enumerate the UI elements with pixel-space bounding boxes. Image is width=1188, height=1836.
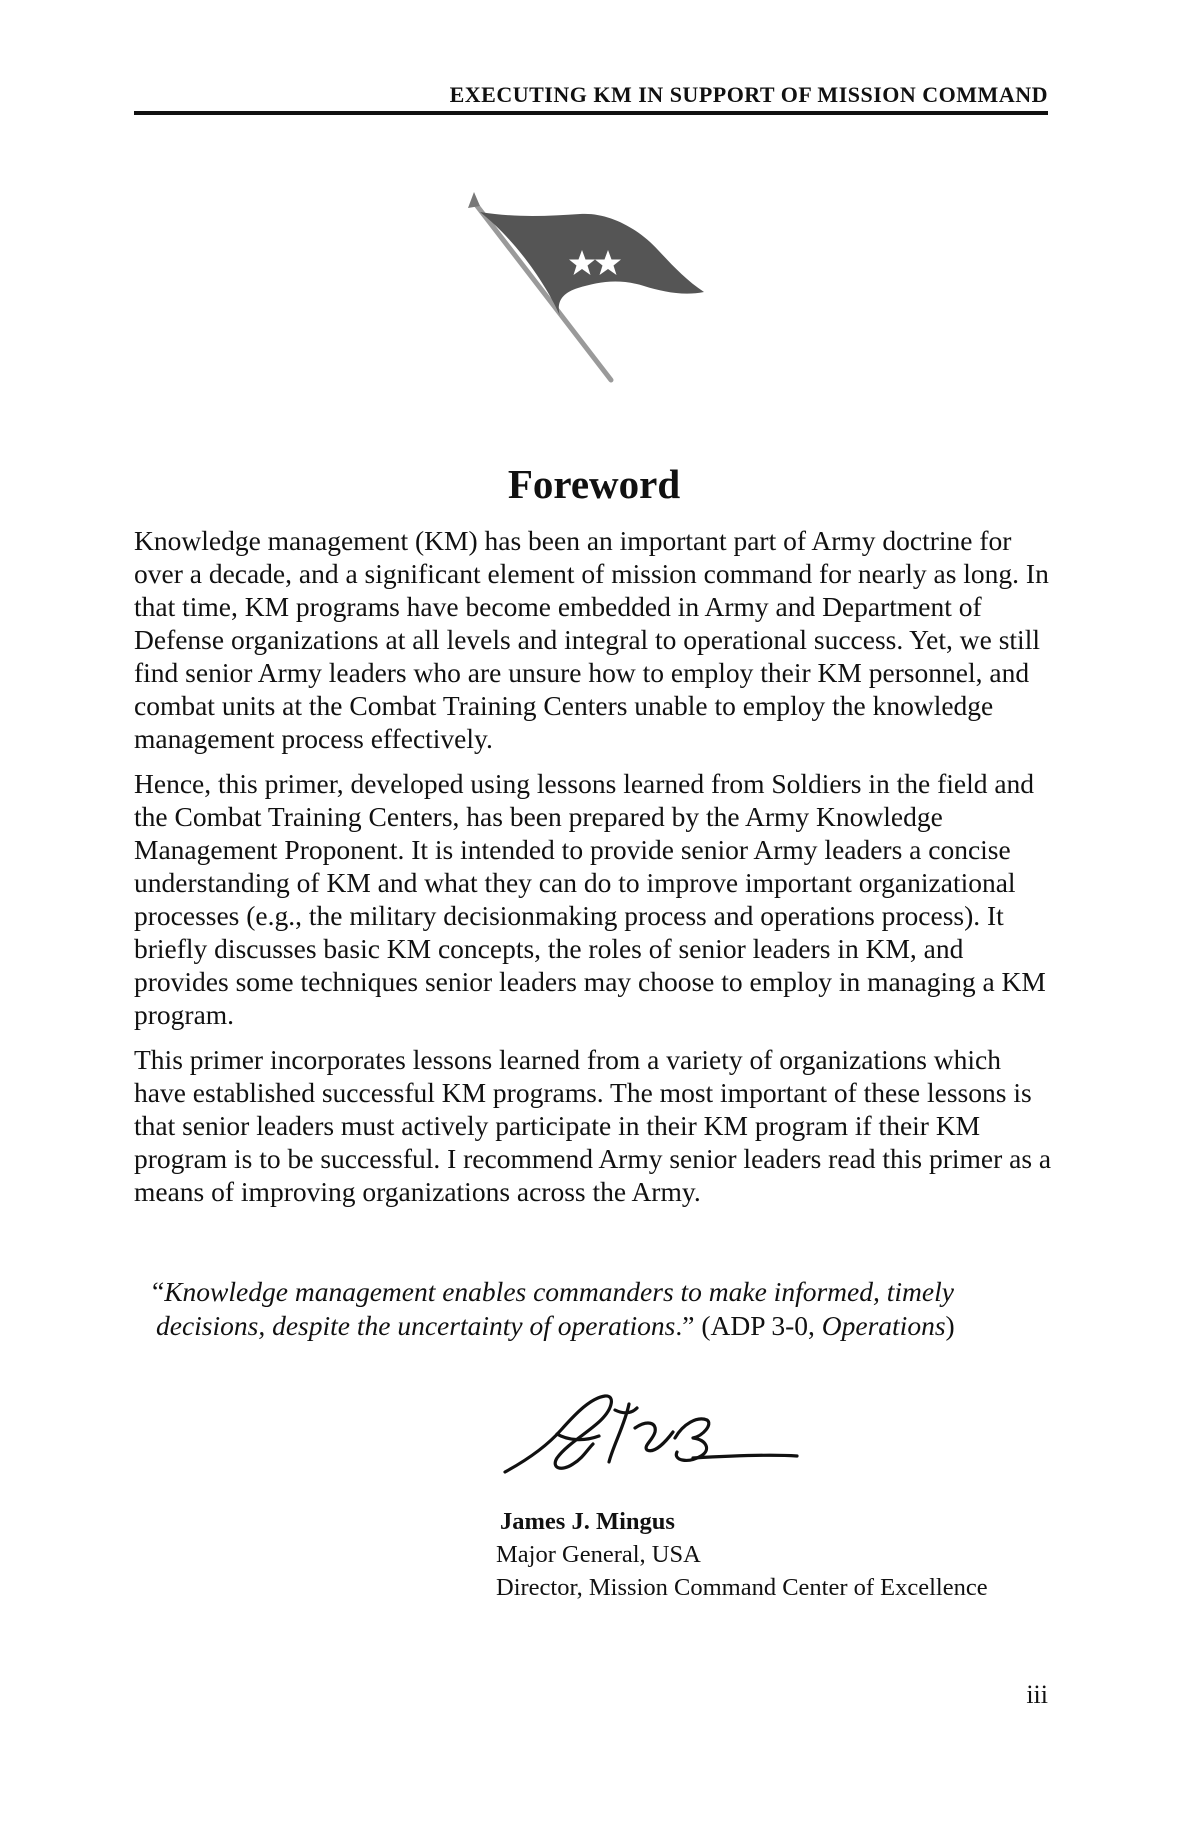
quote-text-line2: decisions, despite the uncertainty of operations [156, 1310, 676, 1341]
header-rule [134, 111, 1048, 115]
flag-cloth [480, 212, 704, 316]
signatory-rank: Major General, USA [496, 1541, 701, 1568]
signatory-name: James J. Mingus [500, 1508, 675, 1535]
quote-source-suffix: ) [945, 1310, 955, 1341]
quote-close-mark: .” [675, 1310, 695, 1341]
paragraph: Hence, this primer, developed using lessons learned from Soldiers in the field and the Combat Training Centers, has been prepared by the Army Knowledge Management Proponent. It is intended to provide senior Army leaders a concise understanding of KM and what they can do to improve important organizational processes (e.g., the military decisionmaking process and operations process). It briefly discusses basic KM concepts, the roles of senior leaders in KM, and provides some techniques senior leaders may choose to employ in managing a KM program. [134, 768, 1046, 1030]
flag-finial [468, 192, 480, 208]
handwritten-signature [497, 1380, 837, 1490]
signature-block [496, 1505, 988, 1604]
doctrine-quote [152, 1275, 1052, 1343]
quote-source-title: Operations [821, 1310, 946, 1341]
page-title: Foreword [507, 461, 681, 507]
signatory-position: Director, Mission Command Center of Excellence [496, 1574, 988, 1601]
quote-open-mark: “ [152, 1276, 165, 1307]
paragraph: Knowledge management (KM) has been an important part of Army doctrine for over a decade, and a significant element of mission command for nearly as long. In that time, KM programs have become embedded in Army and Department of Defense organizations at all levels and integral to operational success. Yet, we still find senior Army leaders who are unsure how to employ their KM personnel, and combat units at the Combat Training Centers unable to employ the knowledge management process effectively. [134, 525, 1049, 754]
foreword-body [134, 524, 1054, 1220]
quote-source-prefix: (ADP 3-0, [694, 1310, 822, 1341]
two-star-general-flag-icon [458, 192, 718, 384]
running-header: EXECUTING KM IN SUPPORT OF MISSION COMMAND [449, 82, 1048, 107]
paragraph: This primer incorporates lessons learned from a variety of organizations which have established successful KM programs. The most important of these lessons is that senior leaders must actively participate in their KM program if their KM program is to be successful. I recommend Army senior leaders read this primer as a means of improving organizations across the Army. [134, 1044, 1052, 1207]
page-number: iii [1026, 1680, 1048, 1709]
quote-text-line1: Knowledge management enables commanders to make informed, timely [164, 1276, 954, 1307]
